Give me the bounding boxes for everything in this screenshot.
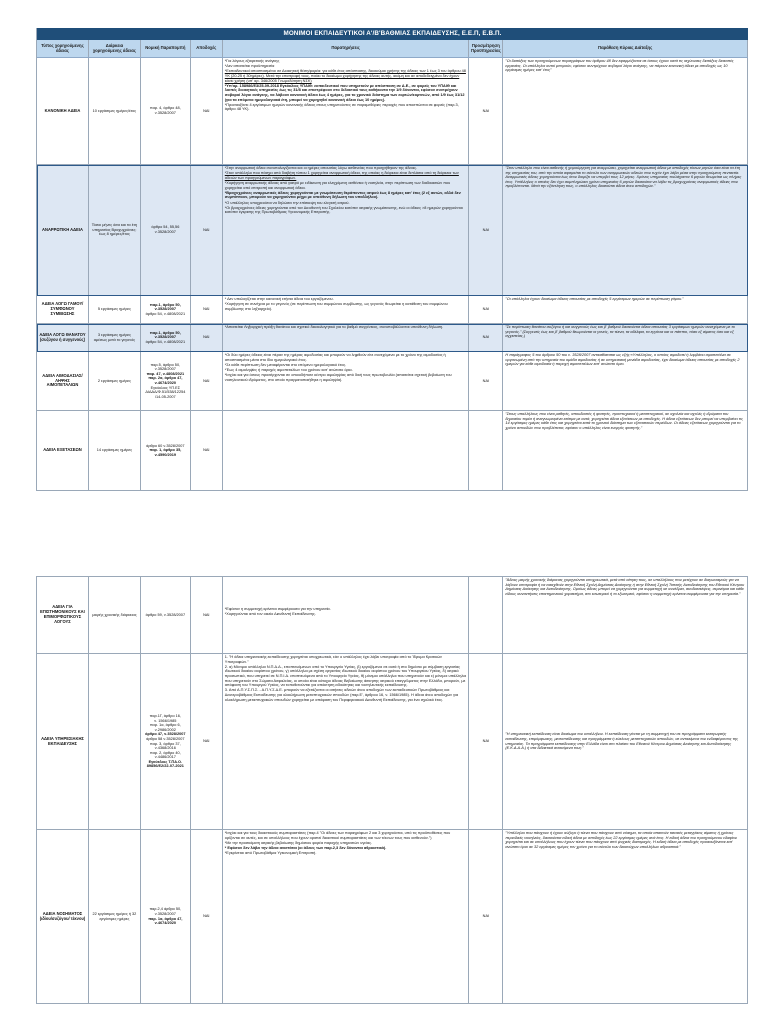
table-row — [37, 165, 748, 296]
pay-cell: ΝΑΙ — [191, 324, 223, 351]
table-row — [37, 58, 748, 165]
pay-cell: ΝΑΙ — [191, 411, 223, 490]
leave-type: ΑΔΕΙΑ ΛΟΓΩ ΘΑΝΑΤΟΥ (συζύγου ή συγγενούς) — [37, 324, 89, 351]
provision-cell: Η παράγραφος 5 του άρθρου 50 του ν. 3528/2007 αντικαθίσταται ως εξής:«Υπάλληλος, ο οποίος αιμοδοτεί ή λαμβάνει αιμοπετάλια σε οργανωμένη από την υπηρεσία του ομάδα αιμοδοσίας ή σε υπηρεσιακή μονάδα αιμοδοσίας, έχει δικαίωμα άδειας απουσίας με αποδοχές 2 ημερών για κάθε αιμοδοσία ή παροχή αιμοπεταλίων κατ' ανώτατο όριο. — [503, 352, 748, 410]
table-row — [37, 411, 748, 491]
table-page-1 — [36, 28, 748, 491]
leave-type: ΚΑΝΟΝΙΚΗ ΑΔΕΙΑ — [37, 58, 89, 164]
header-pay: Αποδοχές — [191, 40, 223, 57]
service-cell: ΝΑΙ — [469, 352, 503, 410]
provision-cell: "Στους υπαλλήλους που είναι μαθητές, σπουδαστές ή φοιτητές, προπτυχιακοί ή μεταπτυχιακοί, σε σχολεία και σχολές ή ιδρύματα του δημοσίου τομέα ή αναγνωρισμένα ισότιμα με αυτά, χορηγείται άδεια εξετάσεων με αποδοχές. Η άδεια εξετάσεων δεν μπορεί να υπερβαίνει τις 14 εργάσιμες ημέρες κάθε έτος και χορηγείται κατά το χρονικό διάστημα των εξεταστικών περιόδων. Οι άδειες εξετάσεων χορηγούνται για το χρόνο σπουδών που προβλέπεται, εφόσον ο υπάλληλος είναι ενεργός φοιτητής." — [503, 411, 748, 490]
leave-duration: 14 εργάσιμες ημέρες — [89, 411, 141, 490]
legal-ref: παρ.1, άρθρο 50, ν.3528/2007 άρθρο 54, ν.4808/2021 — [141, 324, 191, 351]
legal-ref: παρ. 4, άρθρο 48, ν.3528/2007 — [141, 58, 191, 164]
service-cell: ΝΑΙ — [469, 296, 503, 323]
legal-ref: παρ.1Γ, άρθρο 16, ν. 1566/1985 παρ. 1α, άρθρο 6, ν.2986/2002 άρθρο 47, ν.3528/2007 άρθρο 58 ν.3528/2007 παρ. 3, άρθρο 37, ν.4368/2016 παρ. 2, άρθρο 40, ν.4486/2017 Εγκύκλιος Τ.ΠΑ.Ο. 89856/Ε2/22-07-2021 — [141, 654, 191, 829]
remarks-cell: 1. "Η άδεια υπηρεσιακής εκπαίδευσης χορηγείται υποχρεωτικά, εάν ο υπάλληλος έχει λάβει υποτροφία από το Ίδρυμα Κρατικών Υποτροφιών." 2. α) Μόνιμοι υπάλληλοι Ν.Π.Δ.Δ., εποπτευόμενων από το Υπουργείο Υγείας, β) εργαζόμενοι σε αυτά ή στο δημόσιο με σύμβαση εργασίας ιδιωτικού δικαίου αορίστου χρόνου, γ) υπάλληλοι με σχέση εργασίας ιδιωτικού δικαίου αορίστου χρόνου του Υπουργείου Υγείας, δ) ιατρικό προσωπικό, που υπηρετεί σε Ν.Π.Ι.Δ. εποπτευόμενα από το Υπουργείο Υγείας, θ) μόνιμοι υπάλληλοι που υπηρετούν και ε) μόνιμοι υπάλληλοι που υπηρετούν στο Σώματα Ασφαλείας, οι οποίοι είναι κάτοχοι άδειας Βεβαίωσης άσκησης ιατρικού επαγγέλματος στην Ελλάδα, μπορούν, με απόφαση του Υπουργού Υγείας, να τοποθετούνται για απόκτηση ειδικότητας και νοσηλευτικής εκπαίδευσης. 3. Από Α.Π.Υ.Σ.Π.Σ. - Α.Π.Υ.Σ.Δ.Ε. μπορούν να εξετάζονται οι αιτήσεις αδειών άνευ αποδοχών των εκπαιδευτικών Πρωτοβάθμιας και Δευτεροβάθμιας Εκπαίδευσης για ολοκλήρωση μεταπτυχιακών σπουδών (παρ.Ε', άρθρου 16, ν. 1566/1985). Η άδεια άνευ αποδοχών για ολοκλήρωση μεταπτυχιακών σπουδών χορηγείται με απόφαση του Περιφερειακού Διευθυντή Εκπαίδευσης, για ένα σχολικό έτος. — [223, 654, 470, 829]
service-cell: ΝΑΙ — [469, 830, 503, 1003]
provision-cell: "Υπάλληλοι που πάσχουν ή έχουν σύζυγο ή τέκνα που πάσχουν από νόσημα, τα οποία απαιτούν τακτικές μεταγγίσεις αίματος ή χρόνιες περιοδικές νοσηλείες, δικαιούνται ειδική άδεια με αποδοχές έως 22 εργάσιμες ημέρες ανά έτος. Η ειδική άδεια του προηγούμενου εδαφίου χορηγείται και σε υπαλλήλους που έχουν τέκνα που πάσχουν από ψυχικές διαταραχές. Η ειδική άδεια με αποδοχές προσαυξάνεται κατ' ανώτατο όριο σε 32 εργάσιμες ημέρες τον χρόνο για το σύνολο των δικαιούχων υπαλλήλων αθροιστικά." — [503, 830, 748, 1003]
provision-cell: "Οι υπάλληλοι έχουν δικαίωμα άδειας απουσίας με αποδοχές 5 εργάσιμων ημερών σε περίπτωση γάμου." — [503, 296, 748, 323]
remarks-cell: * Δεν υπολογίζεται στην κανονική ετήσια άδεια του εργαζόμενου. *Χορήγηση σε συνέχεια με το γεγονός (σε περίπτωση του συμφώνου συμβίωσης, ως γεγονός θεωρείται η κατάθεση του συμφώνου συμβίωσης στο ληξιαρχείο). — [223, 296, 470, 323]
leave-type: ΑΔΕΙΑ ΑΙΜΟΔΑΣΙΑΣ/ΛΗΨΗΣ ΑΙΜΟΠΕΤΑΛΙΩΝ — [37, 352, 89, 410]
leave-duration: 10 εργάσιμες ημέρες/έτος — [89, 58, 141, 164]
provision-cell: "Στον υπάλληλο που είναι ασθενής ή χειρούργηση για αναρρώσει, χορηγείται αναρρωτική άδεια με αποδοχές τόσων μηνών όσα είναι τα έτη της υπηρεσίας του, από την οποία αφαιρείται το σύνολο των αναρρωτικών αδειών που τυχόν έχει λάβει μέσα στην προηγούμενη πενταετία. Αναρρωτικές άδειες χορηγούνται έως ότου διορίζει να υπερβεί τους 12 μήνες. Χρόνος υπηρεσίας τουλάχιστον 6 μηνών θεωρείται ως πλήρες έτος. Υπάλληλος ο οποίος δεν έχει συμπληρώσει χρόνο υπηρεσίας 6 μηνών δικαιούται να λάβει τις βραχυχρόνιες αναρρωτικές άδειες που προβλέπονται. Μετά την εξάντληση τους, ο υπάλληλος δικαιούται άδεια άνευ αποδοχών." — [503, 165, 748, 295]
header-provision: Παράθεση Κύριας Διάταξης — [503, 40, 748, 57]
service-cell: ΝΑΙ — [469, 58, 503, 164]
pay-cell: ΝΑΙ — [191, 165, 223, 295]
pay-cell: ΝΑΙ — [191, 577, 223, 653]
remarks-cell: *Στην αναρρωτική άδεια συνυπολογίζονται και οι ημέρες απουσίας λόγω ασθενείας που προηγήθηκαν της άδειας. *Στον υπάλληλο που πάσχει από διαβήτη τύπου 1 χορηγείται αναρρωτική άδεια, της οποίας η διάρκεια είναι διπλάσια από τη διάρκεια των αδειών των προηγούμενων παραγράφων. *Χορήγηση αναρρωτικής άδειας από γιατρό με ειδίκευση για ελεγχόμενη ασθένεια ή νοσηλεία, στην περίπτωση των διαδικασιών που χορηγείται από επιτροπή και αναρρωτική άδεια. *Βραχυχρόνιες αναρρωτικές άδειες χορηγούνται με γνωμάτευση θεράποντος ιατρού έως 8 ημέρες κατ' έτος (2 εξ αυτών, αλλά δεν συμπίπτουν, μπορούν να χορηγούνται μέχρι με υπεύθυνη δήλωση του υπαλλήλου). *Ο υπάλληλος υποχρεούται να δηλώσει την επίσκεψη του ελεγκτή ιατρού. *Οι βραχυχρόνιες άδειες χορηγούνται από τον Διευθυντή του Σχολείου κατόπιν ιατρικής γνωμάτευσης, ενώ οι άδειες >8 ημερών χορηγούνται κατόπιν έγκρισης της Πρωτοβάθμιας Υγειονομικής Επιτροπής. — [223, 165, 470, 295]
service-cell: ΝΑΙ — [469, 654, 503, 829]
legal-ref: παρ.1, άρθρο 50, ν.3528/2007 άρθρο 54, ν.4808/2021 — [141, 296, 191, 323]
leave-type: ΑΝΑΡΡΩΤΙΚΗ ΑΔΕΙΑ — [37, 165, 89, 295]
leave-duration: 22 εργάσιμες ημέρες ή 32 εργάσιμες ημέρες — [89, 830, 141, 1003]
provision-cell: "Οι διατάξεις των προηγούμενων παραγράφων του άρθρου 48 δεν εφαρμόζονται σε όσους έχουν κατά τις ισχύουσες διατάξεις διακοπές εργασίας. Οι υπάλληλοι αυτοί μπορούν, εφόσον συντρέχουν σοβαροί λόγοι ανάγκης, να πάρουν κανονική άδεια με αποδοχές ως 10 εργάσιμες ημέρες κατ' έτος" — [503, 58, 748, 164]
leave-duration: μικρής χρονικής διάρκειας — [89, 577, 141, 653]
header-type: Τύπος χορηγούμενης άδειας — [37, 40, 89, 57]
table-row — [37, 352, 748, 411]
pay-cell: ΝΑΙ — [191, 296, 223, 323]
header-remarks: Παρατηρήσεις — [223, 40, 470, 57]
table-row — [37, 654, 748, 830]
legal-ref: παρ.5, άρθρο 50, ν.3528/2007 παρ. 47, ν.4808/2021 παρ. 2α, άρθρο 47, ν.4674/2020 Εγκύκλιος ΥΠ.ΕΣ ΔΙΔΑΔ/Φ.51/538/12254 /14-05-2007 — [141, 352, 191, 410]
leave-type: ΑΔΕΙΑ ΛΟΓΩ ΓΑΜΟΥ/ΣΥΜΦΩΝΟΥ ΣΥΜΒΙΩΣΗΣ — [37, 296, 89, 323]
remarks-cell: *Απαιτείται Ληξιαρχική πράξη θανάτου και σχετικό δικαιολογητικό για το βαθμό συγγένειας, συνυποβάλλονται υπεύθυνη δήλωση. — [223, 324, 470, 351]
header-duration: Διάρκεια χορηγούμενης άδειας — [89, 40, 141, 57]
leave-duration: 3 εργάσιμες ημέρες αμέσως μετά το γεγονός — [89, 324, 141, 351]
leave-duration — [89, 654, 141, 829]
remarks-cell: *Οι δύο ημέρες άδειας είναι πέραν της ημέρας αιμοδοσίας και μπορούν να ληφθούν είτε συνεχόμενα με το χρόνο της αιμοδοσίας ή αποσπασμένα μέσα στο ίδιο ημερολογιακό έτος. *Σε κάθε περίπτωση δεν μεταφέρονται στο επόμενο ημερολογιακό έτος. *Έως 4 αιμοληψίες ή παροχές αιμοπεταλίων του χρόνου κατ' ανώτατο όριο. *Ισχύει και για όσους προσέρχονται σε οποιοδήποτε κέντρο αιμοληψίας από δική τους πρωτοβουλία (απαιτείται σχετική βεβαίωση του νοσηλευτικού ιδρύματος, στο οποίο πραγματοποιήθηκε η αιμοληψία). — [223, 352, 470, 410]
table-row — [37, 296, 748, 324]
legal-ref: άρθρο 54, 55,56 ν.3528/2007 — [141, 165, 191, 295]
remarks-cell: *Εφόσον η συμμετοχή κρίνεται συμφέρουσα για την υπηρεσία. *Χορηγούνται από τον οικείο Διευθυντή Εκπαίδευσης. — [223, 577, 470, 653]
table-row — [37, 576, 748, 654]
service-cell: ΝΑΙ — [469, 165, 503, 295]
header-service: Προσμέτρηση Προϋπηρεσίας — [469, 40, 503, 57]
header-legal: Νομική Παραπομπή — [141, 40, 191, 57]
pay-cell: ΝΑΙ — [191, 352, 223, 410]
leave-duration: 5 εργάσιμες ημέρες — [89, 296, 141, 323]
legal-ref: άρθρο 59, ν.3528/2007 — [141, 577, 191, 653]
remarks-cell — [223, 411, 470, 490]
leave-type: ΑΔΕΙΑ ΕΞΕΤΑΣΕΩΝ — [37, 411, 89, 490]
legal-ref: άρθρο 60 ν.3528/2007 παρ. 1, άρθρο 35, ν.4590/2019 — [141, 411, 191, 490]
table-row — [37, 830, 748, 1004]
leave-type: ΑΔΕΙΑ ΥΠΗΡΕΣΙΑΚΗΣ ΕΚΠΑΙΔΕΥΣΗΣ — [37, 654, 89, 829]
pay-cell: ΝΑΙ — [191, 58, 223, 164]
table-header-row — [37, 40, 748, 58]
service-cell — [469, 411, 503, 490]
provision-cell: "Άδειες μικρής χρονικής διάρκειας χορηγούνται υποχρεωτικά, μετά από αίτηση τους, σε υπαλλήλους που μετέχουν σε διαγωνισμούς για να λάβουν υποτροφία ή να εισαχθούν στην Εθνική Σχολή Δημόσιας Διοίκησης ή στην Εθνική Σχολή Τοπικής Αυτοδιοίκησης του Εθνικού Κέντρου Δημόσιας Διοίκησης και Αυτοδιοίκησης. Ομοίως άδειες μπορεί να χορηγούνται για συμμετοχή σε συνέδρια, συνδιασκέψεις, σεμινάρια και κάθε είδους συναντήσεις επιστημονικού χαρακτήρα, στο εσωτερικό ή το εξωτερικό, εφόσον η συμμετοχή κρίνεται συμφέρουσα για την υπηρεσία." — [503, 577, 748, 653]
service-cell: ΝΑΙ — [469, 324, 503, 351]
table-page-2 — [36, 576, 748, 1004]
remarks-cell: *Για λόγους εξαιρετικής ανάγκης *Δεν απαιτείται προϋπηρεσία *Εκπαιδευτικοί αποσπασμένοι σε Διοικητική θέση/φορέα: για κάθε έτος απόσπασης, δικαιούμαι χρήσης της άδειας των 1 έως 3 του άρθρου 48 ΥΚ (20-25 ή 30ημέρες). Μετά την επιστροφή τους, παύει το δικαίωμα χορήγησης της άδειας αυτής, ακόμη και αν αποδεδειγμένα δεν έχουν κάνει χρήση (υπ' αρ. 346/2005 Γνωμοδότηση ΝΣΚ) *Υπ'αρ. 158986/Ε3/25-09-2018 Εγκύκλιος ΥΠΑΙΘ: εκπαιδευτικοί που υπηρετούν με απόσπαση σε Δ.Ε., σε φορείς του ΥΠΑΙΘ και λοιπές διοικητικές υπηρεσίες έως τις 31/8 και επιστρέφουν στο διδακτικό τους καθήκοντα την 1/9 δύνανται, εφόσον συντρέχουν σοβαροί λόγοι ανάγκης, να λάβουν κανονική άδεια έως 4 ημέρες, για το χρονικό διάστημα των εορτών/εορτινών, από 1/9 έως 31/12 (για τα επόμενα ημερολογιακά έτη, μπορεί να χορηγηθεί κανονική άδεια έως 10 ημέρες). *Προσαυξάνει 4 εργάσιμων ημερών κανονικής άδειας στους υπηρετούντες σε παραμεθόριες περιοχές που αποσπώνται σε φορείς (παρ.3, άρθρο 48 ΥΚ). — [223, 58, 470, 164]
provision-cell: "Η υπηρεσιακή εκπαίδευση είναι δικαίωμα του υπαλλήλου. Η εκπαίδευση γίνεται με τη συμμετοχή του σε προγράμματα εισαγωγικής εκπαίδευσης, επιμόρφωσης, μετεκπαίδευσης και προγράμματα ή κύκλους μεταπτυχιακών σπουδών, σε αντικείμενα του ενδιαφέροντος της υπηρεσίας. Τα προγράμματα εκπαίδευσης στην Ελλάδα είναι στο πλαίσιο του Εθνικού Κέντρου Δημόσιας Διοίκησης και Αυτοδιοίκησης (Ε.Κ.Δ.Δ.Α.) ή στα διδακτικά αντικείμενα τους." — [503, 654, 748, 829]
remarks-cell: *Ισχύει και για τους δικαστικούς συμπαραστάτες (παρ.4 "Οι άδειες των παραγράφων 2 και 3 χορηγούνται, υπό τις προϋποθέσεις που ορίζονται σε αυτές, και σε υπαλλήλους που έχουν οριστεί δικαστικοί συμπαραστάτες και των τέκνων τους που ασθενούν.") *Με την προσκόμιση ιατρικής βεβαίωσης δημόσιου φορέα παροχής υπηρεσιών υγείας. * Εφόσον δεν λάβει την άδεια ανιστάται (οι άδειες των παρ.2,3 δεν δύνανται αθροιστικά). *Εγκρίνεται από Πρωτοβάθμια Υγειονομική Επιτροπή. — [223, 830, 470, 1003]
provision-cell: "Σε περίπτωση θανάτου συζύγου ή και συγγενούς έως και β' βαθμού δικαιούνται άδεια απουσίας 3 εργάσιμων ημερών συνεχόμενα με το γεγονός." (Συγγενείς έως και β' βαθμού θεωρούνται οι γονείς, τα τέκνα, τα αδέλφια, τα εγγόνια και οι πάπποι, τόσο εξ αίματος όσο και εξ αγχιστείας.) — [503, 324, 748, 351]
pay-cell: ΝΑΙ — [191, 830, 223, 1003]
pay-cell: ΝΑΙ — [191, 654, 223, 829]
table-title: ΜΟΝΙΜΟΙ ΕΚΠΑΙΔΕΥΤΙΚΟΙ Α'/Β'ΒΑΘΜΙΑΣ ΕΚΠΑΙΔΕΥΣΗΣ, Ε.Ε.Π, Ε.Β.Π. — [37, 28, 748, 40]
legal-ref: παρ.2,4 άρθρο 50, ν.3528/2007 παρ. 1α, άρθρο 47, ν.4674/2020 — [141, 830, 191, 1003]
leave-duration: Τόσοι μήνες όσα και τα έτη υπηρεσίας Βραχυχρόνιες: έως 8 ημέρες/έτος — [89, 165, 141, 295]
service-cell — [469, 577, 503, 653]
leave-duration: 2 εργάσιμες ημέρες — [89, 352, 141, 410]
leave-type: ΑΔΕΙΑ ΝΟΣΗΜΑΤΟΣ (ιδίου/συζύγου/ τέκνου) — [37, 830, 89, 1003]
leave-type: ΑΔΕΙΑ ΓΙΑ ΕΠΙΣΤΗΜΟΝΙΚΟΥΣ ΚΑΙ ΕΠΙΜΟΡΦΩΤΙΚΟΥΣ ΛΟΓΟΥΣ — [37, 577, 89, 653]
table-row — [37, 324, 748, 352]
